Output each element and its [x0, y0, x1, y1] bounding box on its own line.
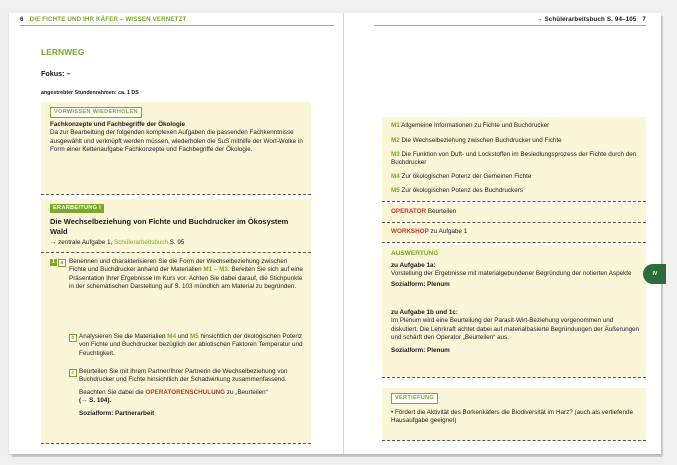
subtask-a-marker: a [58, 259, 66, 267]
subtask-c-text [79, 368, 305, 418]
subtask-c-marker: c [69, 369, 77, 377]
material-text: Allgemeine Informationen zu Fichte und Buchdrucker [401, 122, 550, 129]
material-item [391, 137, 641, 145]
separator [41, 252, 311, 253]
workshop-box [382, 223, 646, 243]
chapter-tab[interactable]: IV [643, 264, 666, 284]
material-text: Zur ökologischen Potenz der Gemeinen Fichte [401, 173, 532, 180]
material-text: Zur ökologischen Potenz des Buchdruckers [401, 187, 523, 194]
material-item [391, 151, 641, 168]
vorwissen-text: Da zur Bearbeitung der folgenden komplexen Aufgaben die passenden Fachkenntnisse ausgewählt und verknüpft werden müssen, wiederholen die SuS mithilfe der Wort-Wolke in Form einer Kettenaufgabe Fachkonzepte und Fachbegriffe der Ökologie. [50, 129, 303, 154]
subtask-b-text [79, 333, 305, 358]
subtask-b-part2: hinsichtlich der ökologischen Potenz von Fichte und Buchdrucker bezüglich der abiotischen Faktoren Temperatur und Feuchtigkeit. [79, 333, 303, 357]
subtask-a-part2: . Bereiten Sie sich auf eine Präsentation Ihrer Ergebnisse im Kurs vor. Achten Sie dabei darauf, die Stichpunkte in der schematischen Darstellung auf S. 103 mündlich am Material zu begründen. [69, 266, 303, 291]
operator-training-link: OPERATORENSCHULUNG [145, 388, 226, 396]
subtask-b-part1: Analysieren Sie die Materialien [79, 333, 166, 340]
material-item [391, 122, 641, 130]
section-title: LERNWEG [41, 47, 85, 57]
vorwissen-heading: Fachkonzepte und Fachbegriffe der Ökologie [50, 121, 186, 128]
vertiefung-box [382, 388, 646, 441]
material-text: Die Wechselbeziehung zwischen Buchdrucker und Fichte [401, 137, 562, 144]
material-code: M4 [391, 173, 400, 180]
vertiefung-text: • Fördert die Aktivität des Borkenkäfers die Biodiversität im Harz? (auch als vertiefende Hausaufgabe geeignet) [391, 409, 633, 425]
subtask-c-zu: zu „Beurteilen“ [226, 388, 268, 396]
ref-page: S. 95 [169, 239, 185, 246]
material-item [391, 173, 641, 181]
erarbeitung-title: Die Wechselbeziehung von Fichte und Buchdrucker im Ökosystem Wald [50, 217, 289, 236]
material-ref-m4: M4 [167, 333, 176, 340]
subtask-c-page: (→ S. 104). [79, 397, 112, 405]
subtask-c-part1: Beurteilen Sie mit Ihrem Partner/Ihrer Partnerin die Wechselbeziehung von Buchdrucker und Fichte hinsichtlich der Schadwirkung zusammenfassend. [79, 368, 288, 384]
header-rule-right [374, 25, 646, 26]
auswertung-a-head: zu Aufgabe 1a: [391, 262, 436, 269]
running-header-right [536, 16, 646, 24]
workshop-text: zu Aufgabe 1 [430, 228, 468, 235]
page-number-left: 6 [20, 16, 24, 23]
book-spread [9, 13, 661, 454]
chapter-title: DIE FICHTE UND IHR KÄFER – WISSEN VERNETZT [29, 16, 187, 23]
material-code: M5 [391, 187, 400, 194]
erarbeitung-reference [50, 239, 184, 247]
material-code: M2 [391, 137, 400, 144]
ref-prefix: → zentrale Aufgabe 1, [50, 239, 113, 246]
auswertung-a [391, 262, 641, 289]
auswertung-bc [391, 309, 641, 355]
operator-text: Beurteilen [427, 208, 457, 215]
subtask-b-marker: b [69, 334, 77, 342]
vorwissen-label: VORWISSEN WIEDERHOLEN [50, 107, 142, 118]
auswertung-a-sozialform: Sozialform: Plenum [391, 280, 450, 288]
erarbeitung-label: ERARBEITUNG I [50, 204, 104, 213]
page-number-right: 7 [642, 16, 646, 23]
gutter [343, 13, 344, 454]
vertiefung-label: VERTIEFUNG [391, 393, 438, 404]
operator-label: OPERATOR [391, 208, 427, 215]
book-reference: → Schülerarbeitsbuch S. 94–105 [536, 16, 637, 23]
subtask-b-und: und [177, 333, 189, 340]
material-code: M3 [391, 151, 400, 158]
materials-box [382, 117, 646, 202]
header-rule-left [20, 25, 334, 26]
operator-box [382, 203, 646, 223]
subtask-c-note [79, 389, 305, 406]
material-code: M1 [391, 122, 400, 129]
workshop-label: WORKSHOP [391, 228, 429, 235]
auswertung-label: AUSWERTUNG [391, 250, 439, 257]
erarbeitung-box [41, 199, 311, 444]
auswertung-box [382, 245, 646, 378]
auswertung-bc-text: Im Plenum wird eine Beurteilung der Parasit-Wirt-Beziehung vorgenommen und diskutiert. Die Lehrkraft achtet dabei auf materialbasierte Begründungen der Äußerungen und schärft den Operator „Beurteilen“ aus. [391, 317, 640, 342]
sozialform-partnerarbeit: Sozialform: Partnerarbeit [79, 409, 155, 417]
material-item [391, 187, 641, 195]
running-header-left [20, 16, 186, 24]
auswertung-a-text: Vorstellung der Ergebnisse mit materialgebundener Begründung der notierten Aspekte [391, 270, 632, 278]
material-ref-m5: M5 [189, 333, 199, 340]
subtask-a-text [69, 258, 305, 292]
auswertung-bc-head: zu Aufgabe 1b und 1c: [391, 309, 458, 316]
subtask-a-part1: Benennen und charakterisieren Sie die Form der Wechselbeziehung zwischen Fichte und Buchdrucker anhand der Materialien [69, 258, 288, 274]
ref-book: Schülerarbeitsbuch [114, 239, 168, 246]
vorwissen-box [41, 102, 311, 195]
material-ref-m1-m3: M1 – M3 [203, 266, 228, 274]
auswertung-bc-sozialform: Sozialform: Plenum [391, 346, 450, 354]
material-text: Die Funktion von Duft- und Lockstoffen im Besiedlungsprozess der Fichte durch den Buchdrucker [391, 151, 637, 167]
fokus-line: Fokus: – [41, 69, 71, 78]
task-number: 1 [50, 259, 57, 266]
time-frame: angestrebter Stundenrahmen: ca. 1 DS [41, 90, 139, 96]
subtask-c-beachten: Beachten Sie dabei die [79, 388, 144, 396]
